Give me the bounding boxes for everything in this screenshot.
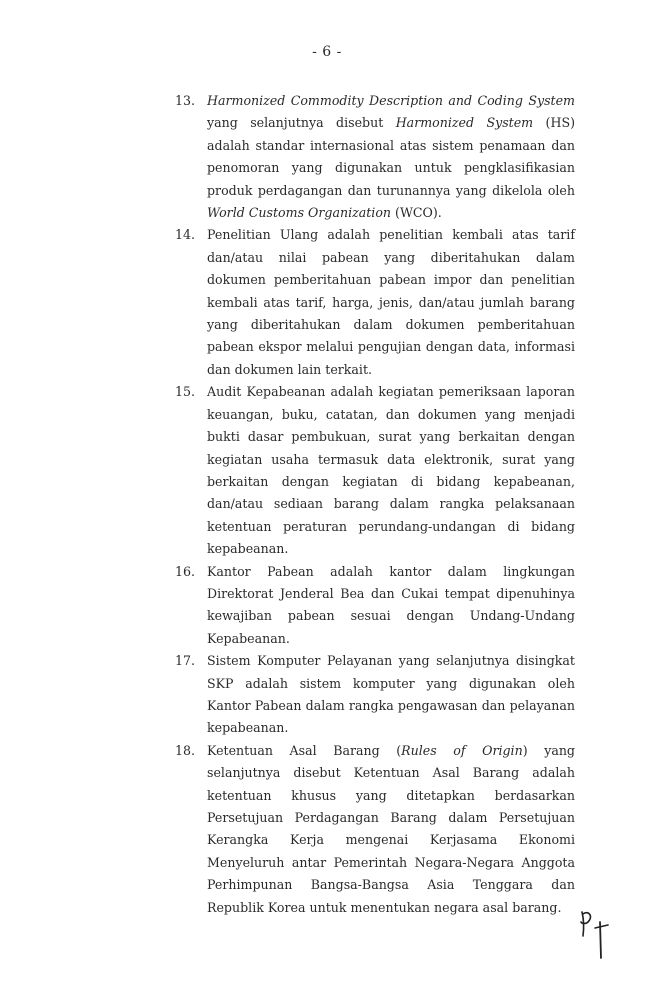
definition-item-14 — [175, 224, 575, 381]
term-italic: Harmonized Commodity Description and Coding System — [207, 93, 575, 108]
definition-text: Penelitian Ulang adalah penelitian kembali atas tarif dan/atau nilai pabean yang diberitahukan dalam dokumen pemberitahuan pabean impor dan penelitian kembali atas tarif, harga, jenis, dan/atau jumlah barang yang diberitahukan dalam dokumen pemberitahuan pabean ekspor melalui pengujian dengan data, informasi dan dokumen lain terkait. — [207, 227, 575, 377]
definitions-list — [175, 90, 575, 919]
term-italic: Harmonized System — [395, 115, 534, 131]
page-number: - 6 - — [312, 44, 342, 60]
definition-item-18 — [175, 740, 575, 919]
definition-text: Kantor Pabean adalah kantor dalam lingkungan Direktorat Jenderal Bea dan Cukai tempat dipenuhinya kewajiban pabean sesuai dengan Undang-Undang Kepabeanan. — [207, 563, 575, 646]
definition-text: Audit Kepabeanan adalah kegiatan pemeriksaan laporan keuangan, buku, catatan, dan dokumen yang menjadi bukti dasar pembukuan, surat yang berkaitan dengan kegiatan usaha termasuk data elektronik, surat yang berkaitan dengan kegiatan di bidang kepabeanan, dan/atau sediaan barang dalam rangka pelaksanaan ketentuan peraturan perundang-undangan di bidang kepabeanan. — [207, 384, 575, 557]
definition-text: Sistem Komputer Pelayanan yang selanjutnya disingkat SKP adalah sistem komputer yang digunakan oleh Kantor Pabean dalam rangka pengawasan dan pelayanan kepabeanan. — [207, 653, 575, 736]
definition-item-16 — [175, 561, 575, 651]
definition-number: 17. — [175, 653, 196, 669]
definition-number: 13. — [175, 93, 196, 108]
term-italic: World Customs Organization — [207, 205, 392, 221]
definition-item-15 — [175, 381, 575, 560]
handwritten-initials-icon — [578, 908, 618, 960]
definition-number: 18. — [175, 742, 196, 758]
term-italic: Rules of Origin — [401, 742, 523, 758]
definition-text: Harmonized Commodity Description and Coding System yang selanjutnya disebut Harmonized System (HS) adalah standar internasional atas sistem penamaan dan penomoran yang digunakan untuk pengklasifikasian produk perdagangan dan turunannya yang dikelola oleh World Customs Organization (WCO). — [207, 93, 575, 221]
definition-item-13 — [175, 90, 575, 224]
definition-text: Ketentuan Asal Barang (Rules of Origin) yang selanjutnya disebut Ketentuan Asal Barang adalah ketentuan khusus yang ditetapkan berdasarkan Persetujuan Perdagangan Barang dalam Persetujuan Kerangka Kerja mengenai Kerjasama Ekonomi Menyeluruh antar Pemerintah Negara-Negara Anggota Perhimpunan Bangsa-Bangsa Asia Tenggara dan Republik Korea untuk menentukan negara asal barang. — [207, 742, 575, 915]
definition-item-17 — [175, 650, 575, 740]
definition-number: 15. — [175, 384, 196, 400]
definition-number: 14. — [175, 227, 196, 243]
definition-number: 16. — [175, 563, 196, 579]
